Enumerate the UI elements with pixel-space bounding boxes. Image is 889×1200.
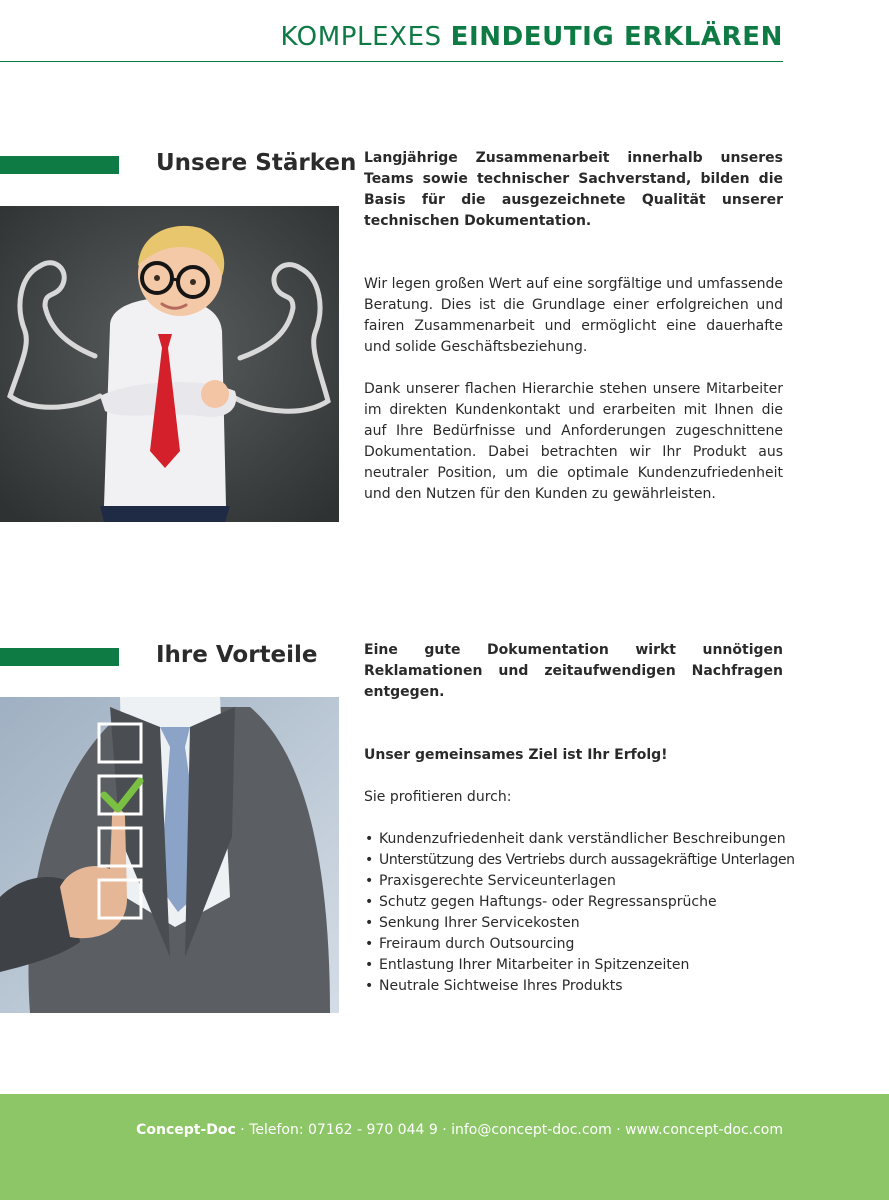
list-item: • Unterstützung des Vertriebs durch aussagekräftige Unterlagen: [364, 850, 783, 871]
benefits-lead: Eine gute Dokumentation wirkt unnötigen Reklamationen und zeitaufwendigen Nachfragen entgegen.: [364, 642, 783, 700]
list-item: • Kundenzufriedenheit dank verständlicher Beschreibungen: [364, 829, 783, 850]
list-item: • Senkung Ihrer Servicekosten: [364, 913, 783, 934]
list-item: • Neutrale Sichtweise Ihres Produkts: [364, 976, 783, 997]
footer-bar: [0, 1094, 889, 1200]
strengths-text: [364, 148, 783, 505]
list-item: • Praxisgerechte Serviceunterlagen: [364, 871, 783, 892]
footer-separator: ·: [611, 1122, 626, 1138]
footer-email-link[interactable]: info@concept-doc.com: [451, 1122, 612, 1138]
section-marker-strengths: [0, 156, 119, 174]
list-item: • Freiraum durch Outsourcing: [364, 934, 783, 955]
footer-separator: ·: [437, 1122, 452, 1138]
section-heading-strengths: Unsere Stärken: [156, 150, 357, 176]
page-title-bold: EINDEUTIG ERKLÄREN: [450, 22, 783, 52]
page-title: [280, 22, 783, 52]
section-marker-benefits: [0, 648, 119, 666]
footer-phone: Telefon: 07162 - 970 044 9: [249, 1122, 438, 1138]
strengths-paragraph-2: Dank unserer flachen Hierarchie stehen unsere Mitarbeiter im direkten Kundenkontakt und erarbeiten mit Ihnen die auf Ihre Bedürfnisse und Anforderungen zugeschnittene Dokumentation. Dabei betrachten wir Ihr Produkt aus neutraler Position, um die optimale Kundenzufriedenheit und den Nutzen für den Kunden zu gewährleisten.: [364, 381, 783, 502]
strengths-paragraph-1: Wir legen großen Wert auf eine sorgfältige und umfassende Beratung. Dies ist die Grundlage einer erfolgreichen und fairen Zusammenarbeit und ermöglicht eine dauerhafte und solide Geschäftsbeziehung.: [364, 276, 783, 355]
benefits-goal: Unser gemeinsames Ziel ist Ihr Erfolg!: [364, 747, 668, 763]
photo-child-chalkboard: [0, 206, 339, 522]
footer-separator: ·: [235, 1122, 250, 1138]
page-title-light: KOMPLEXES: [280, 22, 442, 52]
header-divider: [0, 61, 783, 62]
benefits-intro: Sie profitieren durch:: [364, 789, 512, 805]
list-item: • Schutz gegen Haftungs- oder Regressansprüche: [364, 892, 783, 913]
list-item: • Entlastung Ihrer Mitarbeiter in Spitzenzeiten: [364, 955, 783, 976]
photo-businessman-checklist: [0, 697, 339, 1013]
footer-contact: [136, 1122, 783, 1138]
strengths-lead: Langjährige Zusammenarbeit innerhalb unseres Teams sowie technischer Sachverstand, bilden die Basis für die ausgezeichnete Qualität unserer technischen Dokumentation.: [364, 150, 783, 229]
section-heading-benefits: Ihre Vorteile: [156, 642, 318, 668]
benefits-text: [364, 640, 795, 997]
footer-website-link[interactable]: www.concept-doc.com: [625, 1122, 783, 1138]
footer-brand: Concept-Doc: [136, 1122, 236, 1138]
benefits-list: [364, 829, 795, 997]
